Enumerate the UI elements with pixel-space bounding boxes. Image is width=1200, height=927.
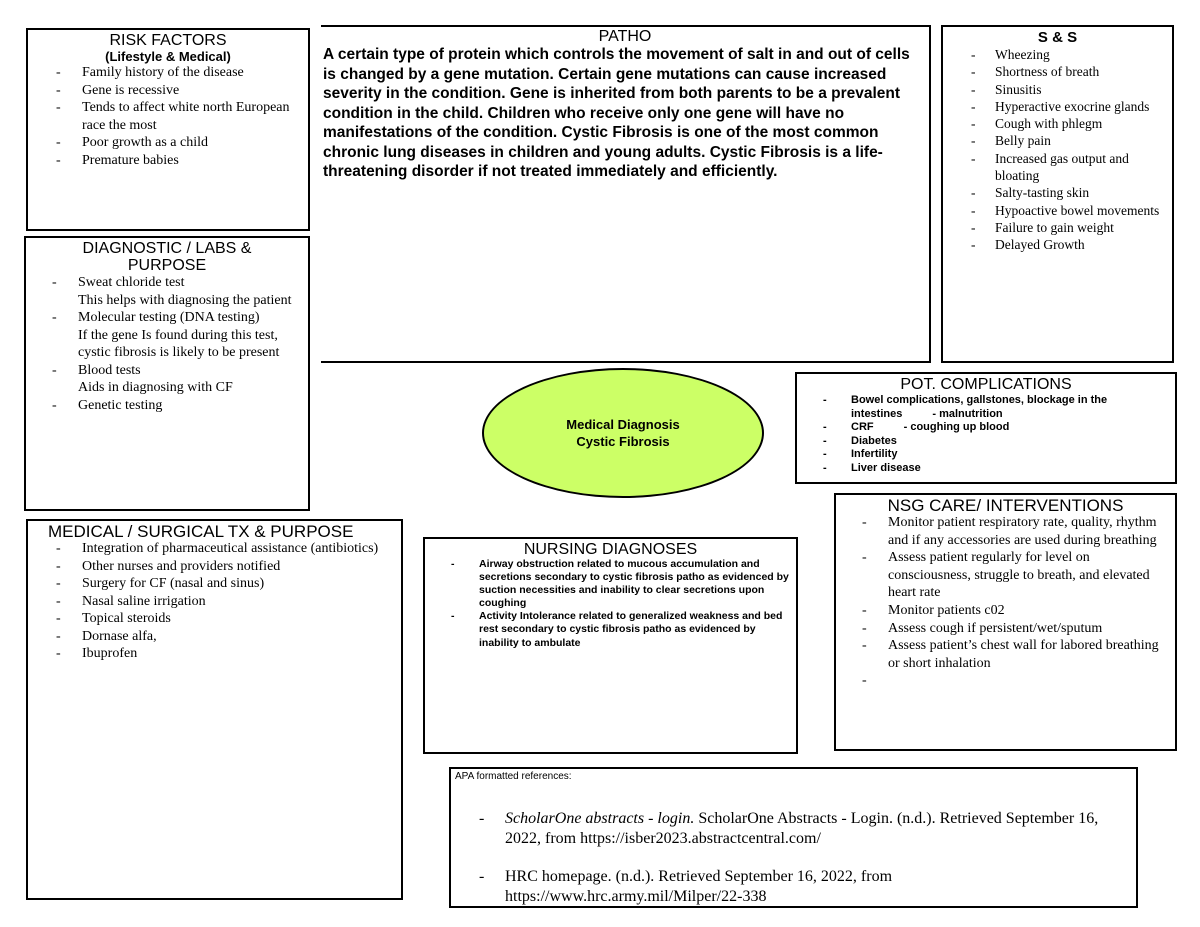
list-item: - Belly pain xyxy=(943,132,1172,149)
list-item: - Other nurses and providers notified xyxy=(28,558,401,576)
list-item: - Premature babies xyxy=(28,152,308,170)
list-item: - Nasal saline irrigation xyxy=(28,593,401,611)
list-item xyxy=(797,394,1175,421)
patho-text: A certain type of protein which controls the movement of salt in and out of cells is changed by a gene mutation. Certain gene mutations can cause increased severity in the condition. Gene is inherited from both parents to be a prevalent condition in the child. Children who receive only one gene will have no manifestations of the condition. Cystic Fibrosis is one of the most common chronic lung diseases in children and young adults. Cystic Fibrosis is a life-threatening disorder if not treated immediately and efficiently. xyxy=(323,46,910,180)
list-item: - Sinusitis xyxy=(943,81,1172,98)
list-item: - Cough with phlegm xyxy=(943,115,1172,132)
risk-factors-list xyxy=(28,64,308,169)
references-box xyxy=(449,767,1138,908)
list-item: - Assess patient’s chest wall for labored breathing or short inhalation xyxy=(836,637,1175,672)
signs-symptoms-box xyxy=(941,25,1174,363)
diagnostic-title: DIAGNOSTIC / LABS & PURPOSE xyxy=(82,240,252,274)
treatment-list xyxy=(28,540,401,663)
list-item xyxy=(26,309,308,362)
risk-factors-subtitle: (Lifestyle & Medical) xyxy=(105,49,231,64)
list-item xyxy=(26,274,308,309)
medical-diagnosis-ellipse xyxy=(482,368,764,498)
complications-box xyxy=(795,372,1177,484)
list-item: - Ibuprofen xyxy=(28,645,401,663)
references-list xyxy=(451,809,1136,907)
list-item xyxy=(797,421,1175,435)
list-item: - Airway obstruction related to mucous accumulation and secretions secondary to cystic fibrosis patho as evidenced by suction necessities and inability to clear secretions upon coughing xyxy=(425,558,796,610)
list-item: - Delayed Growth xyxy=(943,236,1172,253)
complication-text: - malnutrition xyxy=(932,407,1003,420)
nsg-care-box xyxy=(834,493,1177,751)
list-item xyxy=(451,809,1136,849)
risk-factors-box xyxy=(26,28,310,231)
list-item: - Wheezing xyxy=(943,46,1172,63)
patho-box xyxy=(321,25,931,363)
complications-title: POT. COMPLICATIONS xyxy=(900,376,1072,393)
references-title: APA formatted references: xyxy=(455,771,572,782)
reference-text: ScholarOne Abstracts - Login. (n.d.). Retrieved September 16, 2022, from https://isber2023.abstractcentral.com/ xyxy=(505,810,1099,847)
nsg-care-title: NSG CARE/ INTERVENTIONS xyxy=(887,496,1124,515)
diagnostic-label: Molecular testing (DNA testing) xyxy=(78,310,260,325)
list-item: - Liver disease xyxy=(797,462,1175,476)
list-item: - Increased gas output and bloating xyxy=(943,150,1172,185)
treatment-box xyxy=(26,519,403,900)
list-item: - Topical steroids xyxy=(28,610,401,628)
nursing-diagnoses-box xyxy=(423,537,798,754)
nursing-diagnoses-list xyxy=(425,558,796,650)
diagnostic-note: This helps with diagnosing the patient xyxy=(78,292,292,308)
list-item: - Assess patient regularly for level on consciousness, struggle to breath, and elevated heart rate xyxy=(836,549,1175,602)
diagnostic-note: Aids in diagnosing with CF xyxy=(78,380,233,395)
list-item: - Poor growth as a child xyxy=(28,134,308,152)
list-item: - Monitor patients c02 xyxy=(836,602,1175,620)
list-item: - Failure to gain weight xyxy=(943,219,1172,236)
complication-text: Bowel complications, gallstones, blockage in the intestines xyxy=(851,394,1108,420)
list-item: - Integration of pharmaceutical assistance (antibiotics) xyxy=(28,540,401,558)
reference-title: ScholarOne abstracts - login. xyxy=(505,810,695,827)
list-item xyxy=(26,362,308,397)
medical-diagnosis-label: Medical Diagnosis xyxy=(566,417,680,432)
list-item: - Assess cough if persistent/wet/sputum xyxy=(836,620,1175,638)
list-item: - Hyperactive exocrine glands xyxy=(943,98,1172,115)
medical-diagnosis-value: Cystic Fibrosis xyxy=(576,434,670,449)
diagnostic-box xyxy=(24,236,310,511)
complications-list xyxy=(797,394,1175,475)
signs-symptoms-title: S & S xyxy=(1037,29,1078,46)
diagnostic-label: Genetic testing xyxy=(78,397,163,413)
list-item: - Tends to affect white north European race the most xyxy=(28,99,308,134)
treatment-title: MEDICAL / SURGICAL TX & PURPOSE xyxy=(48,522,354,541)
list-item: - HRC homepage. (n.d.). Retrieved September 16, 2022, from https://www.hrc.army.mil/Milper/22-338 xyxy=(451,867,1136,907)
list-item xyxy=(26,397,308,415)
complication-text: CRF xyxy=(851,421,874,433)
list-item: - Shortness of breath xyxy=(943,63,1172,80)
diagnostic-note: If the gene Is found during this test, cystic fibrosis is likely to be present xyxy=(78,327,280,360)
list-item: - Activity Intolerance related to generalized weakness and bed rest secondary to cystic fibrosis patho as evidenced by inability to ambulate xyxy=(425,610,796,649)
list-item: - Monitor patient respiratory rate, quality, rhythm and if any accessories are used during breathing xyxy=(836,514,1175,549)
diagnostic-list xyxy=(26,274,308,414)
risk-factors-title: RISK FACTORS xyxy=(109,32,227,49)
list-item: - Infertility xyxy=(797,448,1175,462)
list-item xyxy=(836,672,1175,690)
diagnostic-label: Blood tests xyxy=(78,362,141,378)
complication-text: - coughing up blood xyxy=(903,421,1010,433)
list-item: - Salty-tasting skin xyxy=(943,184,1172,201)
list-item: - Surgery for CF (nasal and sinus) xyxy=(28,575,401,593)
diagnostic-label: Sweat chloride test xyxy=(78,275,185,290)
patho-title: PATHO xyxy=(598,28,652,45)
list-item: - Gene is recessive xyxy=(28,82,308,100)
signs-symptoms-list xyxy=(943,46,1172,254)
list-item: - Dornase alfa, xyxy=(28,628,401,646)
nsg-care-list xyxy=(836,514,1175,690)
nursing-diagnoses-title: NURSING DIAGNOSES xyxy=(523,541,698,558)
list-item: - Diabetes xyxy=(797,435,1175,449)
list-item: - Family history of the disease xyxy=(28,64,308,82)
list-item: - Hypoactive bowel movements xyxy=(943,202,1172,219)
